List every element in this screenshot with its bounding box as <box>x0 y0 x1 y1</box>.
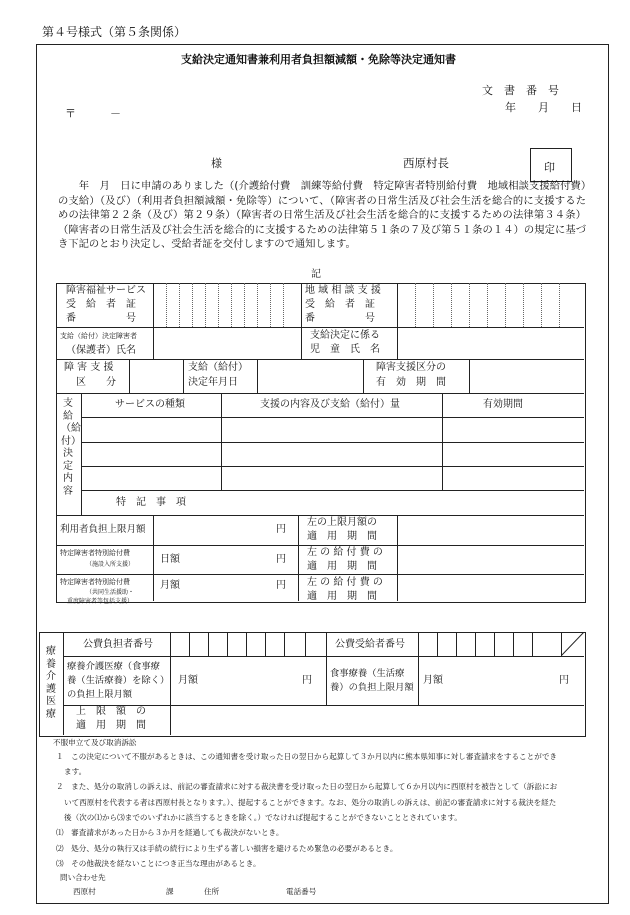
chiiki-label-1: 地 域 相 談 支 援 <box>305 285 381 296</box>
division-label-1: 障 害 支 援 <box>64 362 114 373</box>
medical-side-label: 療養介護医療 <box>46 646 56 720</box>
body-paragraph: 年 月 日に申請のありました（(介護給付費 訓練等給付費 特定障害者特別給付費 地域相談支援給付費）の支給）（及び）（利用者負担額減額・免除等）について、（障害者の日常生活及び社会生活を総合的に支援するための法律第２２条（及び）第２９条）（障害者の日常生活及び社会生活を総合的に支援するための法律第３４条）（障害者の日常生活及び社会生活を総合的に支援するための法律第５１条の７及び第５１条の１４）の規定に基づき下記のとおり決定し、受給者証を交付しますので通知します。 <box>58 180 586 251</box>
guardian-label-2: （保護者）氏名 <box>66 345 136 356</box>
form-number: 第４号様式（第５条関係） <box>42 25 187 39</box>
recipient-number-label: 公費受給者番号 <box>335 639 405 650</box>
child-label-2: 児 童 氏 名 <box>310 344 380 355</box>
decision-date-label-2: 決定年月日 <box>188 377 238 388</box>
note-1-line-b: ます。 <box>64 767 87 776</box>
validity-label-2: 有 効 期 間 <box>376 377 446 388</box>
note-2-line-c: 後（次の⑴から⑶までのいずれかに該当するときを除く。）でなければ提起することができないこととされています。 <box>64 813 462 822</box>
svc-no-label-1: 障害福祉サービス <box>66 285 146 296</box>
meal-yen: 円 <box>559 675 569 686</box>
addressee-suffix: 様 <box>211 157 222 170</box>
meal-limit-label-2: 養）の負担上限月額 <box>330 682 414 693</box>
special-notes-label: 特 記 事 項 <box>116 497 186 508</box>
monthly-yen: 円 <box>276 580 286 591</box>
condition-2: ⑵ 処分、処分の執行又は手続の続行により生ずる著しい損害を避けるため緊急の必要があるとき。 <box>56 844 398 853</box>
limit-yen: 円 <box>276 524 286 535</box>
contact-village: 西原村 <box>73 887 96 896</box>
payer-number-label: 公費負担者番号 <box>83 639 153 650</box>
diagonal-slash <box>561 632 584 656</box>
doc-number-label: 文 書 番 号 <box>482 84 559 97</box>
limit-period-label-1: 左の上限月額の <box>307 517 377 528</box>
chiiki-label-3: 番 号 <box>305 313 375 324</box>
validity-label-1: 障害支援区分の <box>376 362 446 373</box>
condition-1: ⑴ 審査請求があった日から３か月を経過しても裁決がないとき。 <box>56 828 284 837</box>
meal-limit-label-1: 食事療養（生活療 <box>330 668 405 679</box>
col-support-content: 支援の内容及び支給（給付）量 <box>260 399 400 410</box>
postal-mark: 〒 <box>65 107 76 120</box>
med-limit-label-1: 療養介護医療（食事療 <box>67 661 160 672</box>
limit-label: 利用者負担上限月額 <box>60 524 146 535</box>
benefit-period-label-2: 適 用 期 間 <box>307 561 377 572</box>
med-limit-label-3: の負担上限月額 <box>67 689 133 700</box>
contact-address: 住所 <box>204 887 220 896</box>
daily-yen: 円 <box>276 554 286 565</box>
med-period-label-1: 上 限 額 の <box>76 706 146 717</box>
decision-content-side-label: 支給（給付）決定内容 <box>61 398 81 497</box>
col-service-type: サービスの種類 <box>115 399 185 410</box>
tokutei2-label-2: （共同生活援助・ <box>86 589 135 596</box>
date-label: 年 月 日 <box>505 101 582 114</box>
condition-3: ⑶ その他裁決を経ないことにつき正当な理由があるとき。 <box>56 859 261 868</box>
note-2-line-a: ２ また、処分の取消しの訴えは、前記の審査請求に対する裁決書を受け取った日の翌日から起算して６か月以内に西原村を被告として（訴訟にお <box>56 782 558 791</box>
svc-no-label-2: 受 給 者 証 <box>66 299 136 310</box>
tokutei1-label-2: （施設入所支援） <box>86 561 135 568</box>
tokutei2-label-3: 重度障害者等包括支援） <box>67 598 134 605</box>
daily-label: 日額 <box>160 554 180 565</box>
document-title: 支給決定通知書兼利用者負担額減額・免除等決定通知書 <box>181 53 456 66</box>
monthly-label: 月額 <box>160 580 180 591</box>
division-label-2: 区 分 <box>76 377 116 388</box>
child-label-1: 支給決定に係る <box>310 330 380 341</box>
tokutei2-label-1: 特定障害者特別給付費 <box>60 578 130 586</box>
postal-dash: － <box>110 107 121 120</box>
med-limit-label-2: 養（生活療養）を除く） <box>67 675 170 686</box>
contact-section: 課 <box>166 887 174 896</box>
note-2-line-b: いて西原村を代表する者は西原村長となります。）、提起することができます。なお、処分の取消しの訴えは、前記の審査請求に対する裁決を経た <box>64 798 557 807</box>
decision-date-label-1: 支給（給付） <box>188 362 248 373</box>
benefit-period-label-1: 左 の 給 付 費 の <box>307 547 383 558</box>
med-monthly-label: 月額 <box>178 675 198 686</box>
note-1-line-a: １ この決定について不服があるときは、この通知書を受け取った日の翌日から起算して３か月以内に熊本県知事に対し審査請求をすることができ <box>56 752 558 761</box>
notes-heading: 不服申立て及び取消訴訟 <box>53 738 137 747</box>
benefit-period2-label-2: 適 用 期 間 <box>307 591 377 602</box>
issuer-name: 西原村長 <box>403 156 449 170</box>
benefit-period2-label-1: 左 の 給 付 費 の <box>307 577 383 588</box>
med-yen: 円 <box>302 675 312 686</box>
meal-monthly-label: 月額 <box>423 675 443 686</box>
chiiki-label-2: 受 給 者 証 <box>305 299 375 310</box>
seal-text: 印 <box>544 161 555 174</box>
seal-box <box>530 148 572 182</box>
col-valid-period: 有効期間 <box>483 399 523 410</box>
svc-no-label-3: 番 号 <box>66 313 136 324</box>
tokutei1-label-1: 特定障害者特別給付費 <box>60 549 130 557</box>
limit-period-label-2: 適 用 期 間 <box>307 531 377 542</box>
med-period-label-2: 適 用 期 間 <box>76 720 146 731</box>
ki-mark: 記 <box>311 269 321 280</box>
guardian-label-1: 支給（給付）決定障害者 <box>60 332 137 340</box>
contact-phone: 電話番号 <box>286 887 317 896</box>
contact-heading: 問い合わせ先 <box>60 873 106 882</box>
